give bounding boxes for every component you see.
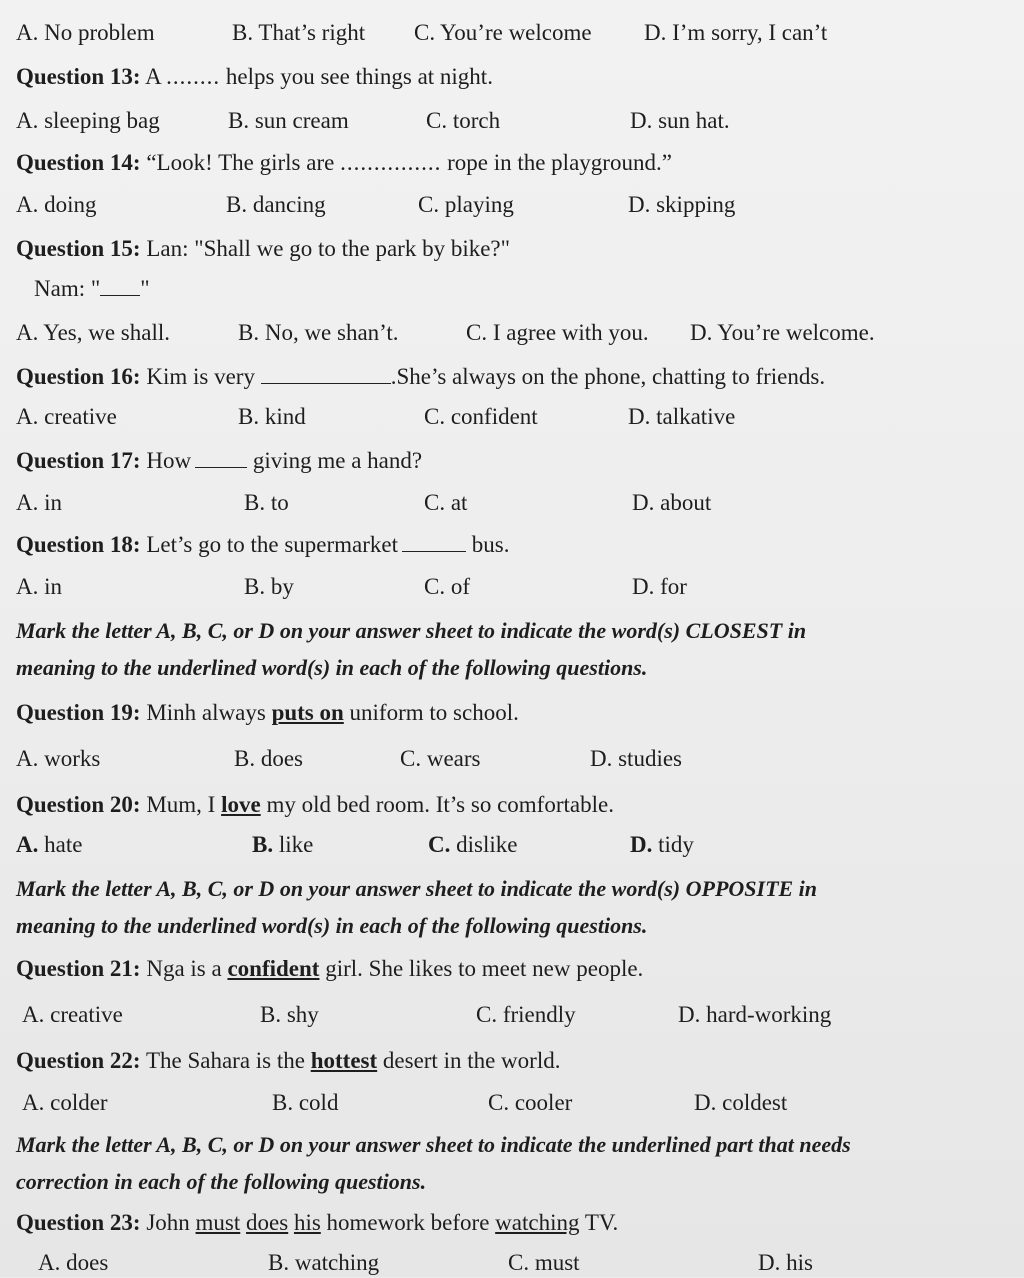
q17-blank	[195, 447, 247, 468]
q19-option-a: A. works	[16, 746, 101, 771]
q20-option-b	[252, 830, 313, 860]
q15-nam-after: "	[140, 276, 150, 301]
q18-options	[16, 572, 1014, 602]
q18-text-before: Let’s go to the supermarket	[146, 532, 398, 557]
q17-option-c: C. at	[424, 490, 468, 515]
q15-text: Lan: "Shall we go to the park by bike?"	[146, 236, 511, 261]
q16-option-d: D. talkative	[628, 404, 736, 429]
q23-underlined-must: must	[195, 1210, 241, 1235]
q20-text-after: my old bed room. It’s so comfortable.	[266, 792, 614, 817]
q18-option-c: C. of	[424, 574, 470, 599]
instruction-closest-line-2: meaning to the underlined word(s) in each of the following questions.	[16, 655, 648, 680]
q17-stem	[16, 446, 1014, 476]
q23-label: Question 23:	[16, 1210, 141, 1235]
instruction-correction-line-2: correction in each of the following questions.	[16, 1169, 427, 1194]
q16-label: Question 16:	[16, 364, 141, 389]
q23-option-d: D. his	[758, 1250, 813, 1275]
q21-option-b: B. shy	[260, 1002, 319, 1027]
q18-label: Question 18:	[16, 532, 141, 557]
q20-option-d-word: tidy	[658, 832, 694, 857]
q15-stem	[16, 234, 1014, 264]
q19-option-c: C. wears	[400, 746, 481, 771]
q13-text-before: A	[145, 64, 161, 89]
q20-text-before: Mum, I	[146, 792, 216, 817]
q15-label: Question 15:	[16, 236, 141, 261]
q21-options	[16, 1000, 1014, 1030]
q20-option-a	[16, 830, 82, 860]
q13-label: Question 13:	[16, 64, 141, 89]
q16-text-before: Kim is very	[146, 364, 255, 389]
q13-option-a: A. sleeping bag	[16, 108, 160, 133]
q12-option-d: D. I’m sorry, I can’t	[644, 20, 828, 45]
q13-option-d: D. sun hat.	[630, 108, 730, 133]
q18-stem	[16, 530, 1014, 560]
q18-option-d: D. for	[632, 574, 687, 599]
q18-option-b: B. by	[244, 574, 294, 599]
q17-text-before: How	[146, 448, 192, 473]
q16-text-after: .She’s always on the phone, chatting to friends.	[390, 364, 826, 389]
q14-text-before: “Look! The girls are	[146, 150, 335, 175]
q14-option-b: B. dancing	[226, 192, 326, 217]
q19-label: Question 19:	[16, 700, 141, 725]
q14-label: Question 14:	[16, 150, 141, 175]
q23-word-john: John	[146, 1210, 190, 1235]
q17-option-a: A. in	[16, 490, 62, 515]
q15-option-c: C. I agree with you.	[466, 320, 649, 345]
q20-underlined: love	[221, 792, 261, 817]
q15-blank	[100, 275, 140, 296]
q20-option-c-word: dislike	[456, 832, 518, 857]
q20-option-b-word: like	[278, 832, 314, 857]
q17-option-b: B. to	[244, 490, 289, 515]
q18-option-a: A. in	[16, 574, 62, 599]
q12-option-a: A. No problem	[16, 20, 155, 45]
q23-text-mid: homework before	[326, 1210, 490, 1235]
q12-option-c: C. You’re welcome	[414, 20, 592, 45]
q14-blank: ...............	[340, 150, 442, 175]
q22-stem	[16, 1046, 1014, 1076]
q13-text-after: helps you see things at night.	[225, 64, 493, 89]
q20-options	[16, 830, 1014, 860]
q17-option-d: D. about	[632, 490, 712, 515]
q22-option-a: A. colder	[22, 1090, 108, 1115]
q23-underlined-his: his	[293, 1210, 321, 1235]
q19-stem	[16, 698, 1014, 728]
q19-text-before: Minh always	[146, 700, 266, 725]
q20-option-a-letter: A.	[16, 832, 39, 857]
instruction-correction-line-1: Mark the letter A, B, C, or D on your answer sheet to indicate the underlined part that needs	[16, 1132, 851, 1157]
q22-option-c: C. cooler	[488, 1090, 573, 1115]
q21-option-d: D. hard-working	[678, 1002, 832, 1027]
instruction-closest	[16, 612, 1014, 686]
q17-options	[16, 488, 1014, 518]
q18-blank	[402, 531, 466, 552]
q14-option-c: C. playing	[418, 192, 514, 217]
q12-option-b: B. That’s right	[232, 20, 366, 45]
q17-text-after: giving me a hand?	[252, 448, 423, 473]
q23-stem	[16, 1208, 1014, 1238]
q22-text-before: The Sahara is the	[145, 1048, 305, 1073]
q15-reply	[34, 274, 1014, 304]
q12-options	[16, 18, 1014, 48]
q20-option-d-letter: D.	[630, 832, 653, 857]
q15-option-b: B. No, we shan’t.	[238, 320, 399, 345]
q18-text-after: bus.	[471, 532, 510, 557]
q14-stem	[16, 148, 1014, 178]
q23-option-b: B. watching	[268, 1250, 380, 1275]
q13-options	[16, 106, 1014, 136]
q20-option-b-letter: B.	[252, 832, 274, 857]
q15-option-a: A. Yes, we shall.	[16, 320, 170, 345]
instruction-closest-line-1: Mark the letter A, B, C, or D on your answer sheet to indicate the word(s) CLOSEST in	[16, 618, 807, 643]
q20-option-c-letter: C.	[428, 832, 451, 857]
q21-text-after: girl. She likes to meet new people.	[325, 956, 644, 981]
q21-stem	[16, 954, 1014, 984]
q17-label: Question 17:	[16, 448, 141, 473]
q23-option-a: A. does	[38, 1250, 109, 1275]
q14-text-after: rope in the playground.”	[447, 150, 672, 175]
q16-option-c: C. confident	[424, 404, 538, 429]
instruction-opposite-line-1: Mark the letter A, B, C, or D on your answer sheet to indicate the word(s) OPPOSITE in	[16, 876, 818, 901]
q21-label: Question 21:	[16, 956, 141, 981]
q23-underlined-does: does	[246, 1210, 289, 1235]
q23-text-end: TV.	[584, 1210, 619, 1235]
q14-option-d: D. skipping	[628, 192, 736, 217]
instruction-correction	[16, 1126, 1014, 1200]
q19-option-d: D. studies	[590, 746, 682, 771]
q19-underlined: puts on	[271, 700, 344, 725]
q13-option-c: C. torch	[426, 108, 501, 133]
q13-stem	[16, 62, 1014, 92]
q19-option-b: B. does	[234, 746, 303, 771]
q16-option-b: B. kind	[238, 404, 306, 429]
q20-label: Question 20:	[16, 792, 141, 817]
q16-option-a: A. creative	[16, 404, 117, 429]
q21-option-a: A. creative	[22, 1002, 123, 1027]
instruction-opposite	[16, 870, 1014, 944]
q22-label: Question 22:	[16, 1048, 141, 1073]
q13-blank: ........	[166, 64, 221, 89]
q22-option-d: D. coldest	[694, 1090, 788, 1115]
q21-text-before: Nga is a	[146, 956, 222, 981]
q14-option-a: A. doing	[16, 192, 97, 217]
q13-option-b: B. sun cream	[228, 108, 349, 133]
q21-underlined: confident	[227, 956, 320, 981]
q22-option-b: B. cold	[272, 1090, 339, 1115]
q23-options	[16, 1248, 1014, 1278]
q20-stem	[16, 790, 1014, 820]
q21-option-c: C. friendly	[476, 1002, 576, 1027]
q15-nam-before: Nam: "	[34, 276, 101, 301]
q14-options	[16, 190, 1014, 220]
q16-stem	[16, 362, 1014, 392]
q20-option-c	[428, 830, 517, 860]
q20-option-d	[630, 830, 694, 860]
instruction-opposite-line-2: meaning to the underlined word(s) in each of the following questions.	[16, 913, 648, 938]
q22-text-after: desert in the world.	[382, 1048, 561, 1073]
q19-text-after: uniform to school.	[349, 700, 519, 725]
q22-options	[16, 1088, 1014, 1118]
q22-underlined: hottest	[310, 1048, 378, 1073]
q23-option-c: C. must	[508, 1250, 580, 1275]
q15-options	[16, 318, 1014, 348]
q16-blank	[261, 363, 391, 384]
q19-options	[16, 744, 1014, 774]
q16-options	[16, 402, 1014, 432]
q23-underlined-watching: watching	[495, 1210, 580, 1235]
q15-option-d: D. You’re welcome.	[690, 320, 875, 345]
q20-option-a-word: hate	[44, 832, 83, 857]
